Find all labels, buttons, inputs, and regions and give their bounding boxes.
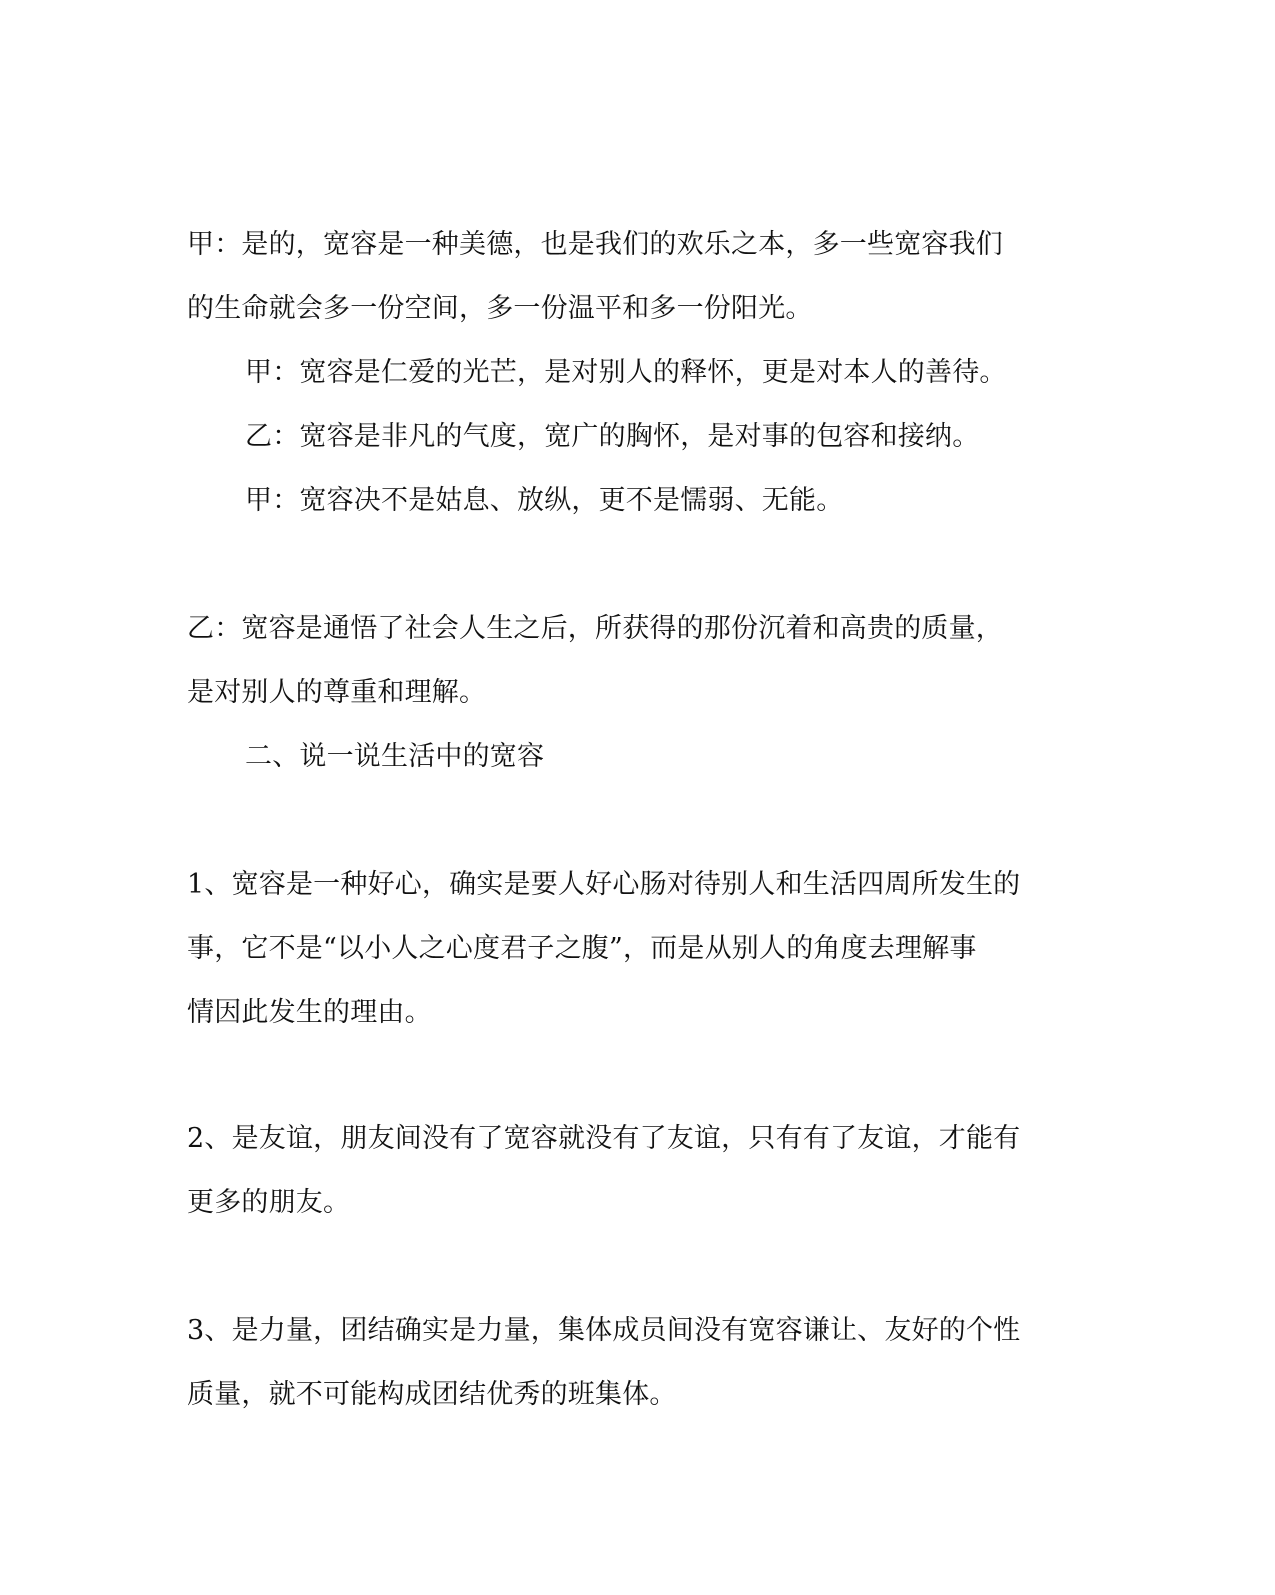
text-line-4: 乙：宽容是非凡的气度，宽广的胸怀，是对事的包容和接纳。 <box>245 421 980 452</box>
text-line-2: 的生命就会多一份空间，多一份温平和多一份阳光。 <box>187 293 813 324</box>
text-line-1: 甲：是的，宽容是一种美德，也是我们的欢乐之本，多一些宽容我们 <box>187 229 1003 260</box>
text-line-11: 情因此发生的理由。 <box>187 997 432 1028</box>
text-line-9: 1、宽容是一种好心，确实是要人好心肠对待别人和生活四周所发生的 <box>187 869 1021 900</box>
text-line-6: 乙：宽容是通悟了社会人生之后，所获得的那份沉着和高贵的质量， <box>187 613 1003 644</box>
text-line-14: 3、是力量，团结确实是力量，集体成员间没有宽容谦让、友好的个性 <box>187 1315 1021 1346</box>
text-line-13: 更多的朋友。 <box>187 1187 351 1218</box>
text-line-10: 事，它不是“以小人之心度君子之腹”，而是从别人的角度去理解事 <box>187 933 977 964</box>
text-line-5: 甲：宽容决不是姑息、放纵，更不是懦弱、无能。 <box>245 485 844 516</box>
text-line-3: 甲：宽容是仁爱的光芒，是对别人的释怀，更是对本人的善待。 <box>245 357 1007 388</box>
text-line-15: 质量，就不可能构成团结优秀的班集体。 <box>187 1379 677 1410</box>
text-line-7: 是对别人的尊重和理解。 <box>187 677 487 708</box>
section-heading: 二、说一说生活中的宽容 <box>245 741 545 772</box>
text-line-12: 2、是友谊，朋友间没有了宽容就没有了友谊，只有有了友谊，才能有 <box>187 1123 1021 1154</box>
